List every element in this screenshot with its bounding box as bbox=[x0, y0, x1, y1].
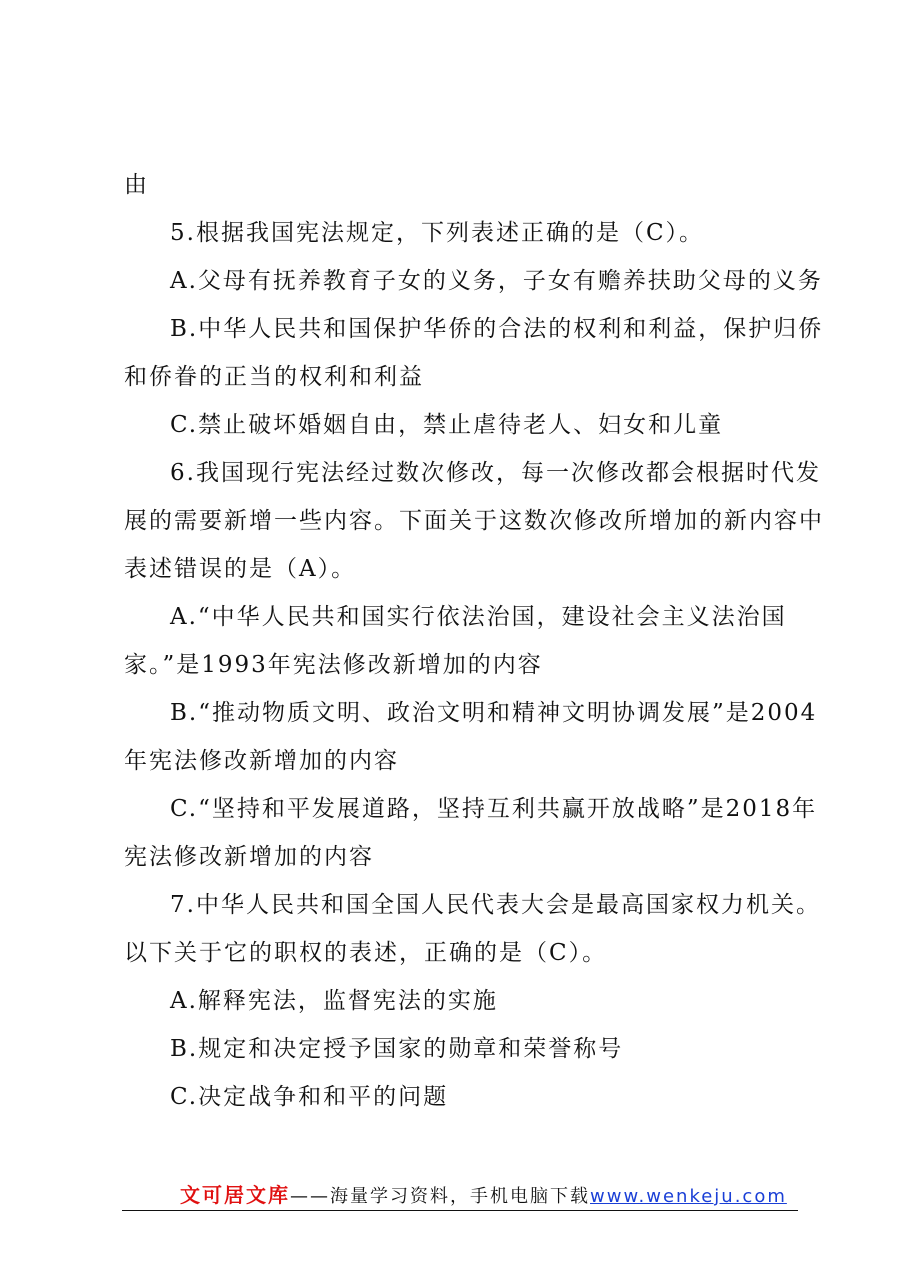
option-c: C.决定战争和和平的问题 bbox=[170, 1084, 449, 1110]
option-b: B.“推动物质文明、政治文明和精神文明协调发展”是2004 bbox=[170, 700, 818, 726]
text-line: 年宪法修改新增加的内容 bbox=[124, 748, 399, 774]
text-line: 宪法修改新增加的内容 bbox=[124, 844, 374, 870]
footer-link[interactable]: www.wenkeju.com bbox=[590, 1186, 787, 1207]
text-line: 以下关于它的职权的表述，正确的是（C）。 bbox=[124, 940, 608, 966]
option-a: A.解释宪法，监督宪法的实施 bbox=[170, 988, 498, 1014]
text-line: 和侨眷的正当的权利和利益 bbox=[124, 364, 424, 390]
option-c: C.“坚持和平发展道路，坚持互利共赢开放战略”是2018年 bbox=[170, 796, 818, 822]
option-b: B.规定和决定授予国家的勋章和荣誉称号 bbox=[170, 1036, 624, 1062]
text-line: 家。”是1993年宪法修改新增加的内容 bbox=[124, 652, 543, 678]
question-7: 7.中华人民共和国全国人民代表大会是最高国家权力机关。 bbox=[170, 892, 821, 918]
option-b: B.中华人民共和国保护华侨的合法的权利和利益，保护归侨 bbox=[170, 316, 824, 342]
text-line: 由 bbox=[124, 172, 149, 198]
question-6: 6.我国现行宪法经过数次修改，每一次修改都会根据时代发 bbox=[170, 460, 821, 486]
footer-tagline: ——海量学习资料，手机电脑下载 bbox=[290, 1186, 590, 1207]
footer bbox=[180, 1182, 787, 1210]
option-a: A.“中华人民共和国实行依法治国，建设社会主义法治国 bbox=[170, 604, 787, 630]
option-c: C.禁止破坏婚姻自由，禁止虐待老人、妇女和儿童 bbox=[170, 412, 724, 438]
text-line: 表述错误的是（A）。 bbox=[124, 556, 357, 582]
question-5: 5.根据我国宪法规定，下列表述正确的是（C）。 bbox=[170, 220, 705, 246]
footer-divider bbox=[122, 1210, 798, 1211]
footer-brand: 文可居文库 bbox=[180, 1183, 290, 1207]
option-a: A.父母有抚养教育子女的义务，子女有赡养扶助父母的义务 bbox=[170, 268, 823, 294]
text-line: 展的需要新增一些内容。下面关于这数次修改所增加的新内容中 bbox=[124, 508, 824, 534]
